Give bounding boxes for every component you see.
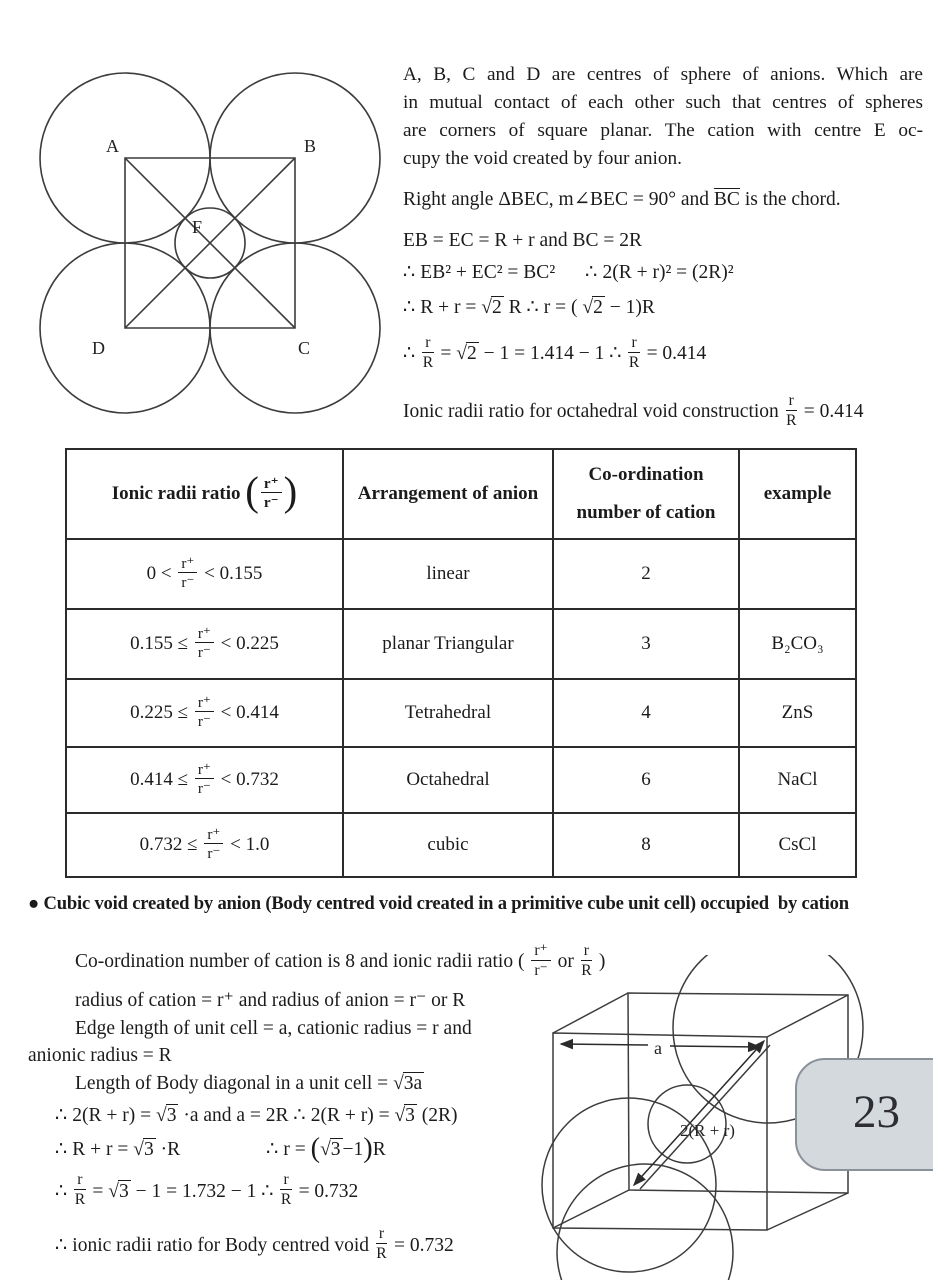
math-token: = 0.414: [798, 401, 864, 423]
math-token: = 0.414: [641, 343, 707, 365]
ionic-radii-ratio-table: [65, 448, 857, 878]
math-token: $\frac{r}{R}$: [74, 1171, 86, 1209]
header-coordination-line1: Co-ordination: [588, 464, 704, 485]
math-token: $\frac{r}{R}$: [628, 334, 640, 371]
math-token: √2: [456, 343, 477, 365]
math-token: or: [552, 951, 579, 973]
math-token: radius of cation = r⁺ and radius of anion = r⁻ or R: [75, 990, 466, 1011]
math-token: =: [87, 1180, 109, 1202]
intro-line: A, B, C and D are centres of sphere of anions. Which are: [403, 64, 923, 85]
label-diagonal: 2(R + r): [680, 1121, 735, 1140]
coordination-cell: 8: [553, 813, 739, 877]
math-token: (: [245, 468, 259, 514]
math-token: Ionic radii ratio for octahedral void construction: [403, 401, 784, 423]
math-token: ): [283, 468, 298, 514]
cube-edge: [767, 995, 848, 1037]
label-a: A: [106, 136, 119, 156]
math-token: √2: [481, 297, 502, 319]
header-ionic-radii-ratio: [66, 449, 343, 539]
math-token: √3: [156, 1104, 177, 1126]
math-token: − 1 = 1.414 − 1 ∴: [478, 343, 627, 365]
label-b: B: [304, 136, 317, 156]
math-token: ·a and a = 2R ∴ 2(R + r) =: [178, 1104, 395, 1126]
math-token: ∴: [403, 343, 421, 365]
coordination-cell: 3: [553, 609, 739, 679]
math-line-right-angle: [403, 187, 923, 213]
math-token: ∴: [55, 1180, 73, 1202]
label-c: C: [298, 338, 311, 358]
body-diagonal-line: [640, 1045, 770, 1189]
math-token: Edge length of unit cell = a, cationic radius = r and: [75, 1017, 472, 1039]
intro-line: in mutual contact of each other such that centres of spheres: [403, 92, 923, 113]
label-f: F: [192, 217, 203, 237]
header-coordination-line2: number of cation: [576, 502, 716, 523]
label-d: D: [92, 338, 105, 358]
math-token: −1: [342, 1138, 364, 1160]
math-token: $\frac{r^+}{r^-}$: [531, 942, 550, 980]
square-void-diagram: [26, 70, 388, 415]
table-row: [66, 679, 856, 747]
cubic-void-heading: ● Cubic void created by anion (Body centred void created in a primitive cube unit cell) occupied by cation: [28, 893, 849, 914]
arrangement-cell: linear: [343, 539, 553, 609]
ratio-cell: [66, 747, 343, 813]
cube-edge: [553, 1190, 629, 1228]
page-number-badge: [795, 1058, 933, 1171]
math-token: ∴ R + r =: [55, 1138, 134, 1160]
math-token: 0.225 ≤: [130, 702, 193, 723]
page-number: 23: [853, 1086, 900, 1138]
math-token: R: [372, 1138, 386, 1160]
math-token: < 0.155: [199, 563, 263, 584]
body-diagonal-arrow: [634, 1041, 764, 1185]
math-token: 0.414 ≤: [130, 769, 193, 790]
math-token: $\frac{r^+}{r^-}$: [178, 555, 197, 592]
math-token: $\frac{r}{R}$: [786, 392, 797, 429]
math-token: = 0.732: [293, 1180, 359, 1202]
example-cell: ZnS: [739, 679, 856, 747]
math-token: $\frac{r^+}{r^-}$: [195, 761, 214, 798]
math-token: = 0.732: [389, 1234, 454, 1256]
math-token: Ionic radii ratio: [111, 483, 246, 504]
math-token: < 0.414: [215, 702, 279, 723]
intro-and-derivation: [403, 61, 923, 435]
header-arrangement: Arrangement of anion: [343, 449, 553, 539]
math-token: √3: [394, 1104, 415, 1126]
math-line-ratio-octahedral: [403, 331, 923, 377]
math-token: ∴ r =: [266, 1138, 311, 1160]
math-line-pythagoras: [403, 260, 923, 286]
table-header-row: [66, 449, 856, 539]
math-token: ∴ 2(R + r)² = (2R)²: [585, 262, 734, 284]
ratio-cell: [66, 609, 343, 679]
coordination-cell: 2: [553, 539, 739, 609]
math-token: $\frac{r}{R}$: [422, 334, 434, 371]
arrangement-cell: cubic: [343, 813, 553, 877]
math-token: − 1)R: [604, 297, 655, 319]
example-cell: NaCl: [739, 747, 856, 813]
math-token: $\frac{r^+}{r^-}$: [195, 625, 214, 662]
math-token: Length of Body diagonal in a unit cell =: [75, 1073, 394, 1095]
math-token: $\frac{r}{R}$: [280, 1171, 292, 1209]
math-token: 0 <: [146, 563, 177, 584]
intro-paragraph: [403, 61, 923, 173]
math-token: $\frac{r^+}{r^-}$: [261, 475, 282, 512]
header-coordination: [553, 449, 739, 539]
table-row: [66, 609, 856, 679]
math-token: EB = EC = R + r and BC = 2R: [403, 229, 642, 251]
math-token: < 0.225: [215, 633, 279, 654]
header-example: example: [739, 449, 856, 539]
math-token: R ∴ r = (: [503, 297, 583, 319]
math-line-eb-ec: [403, 228, 923, 254]
intro-line: cupy the void created by four anion.: [403, 148, 682, 169]
edge-arrow-left: [561, 1044, 648, 1045]
math-token: $\frac{r}{R}$: [581, 942, 592, 979]
math-token: ∴ ionic radii ratio for Body centred void: [55, 1234, 374, 1256]
example-cell: [739, 539, 856, 609]
math-token: $\frac{r^+}{r^-}$: [195, 694, 214, 731]
math-line-r-plus-r: [403, 295, 923, 321]
math-token: ∴ 2(R + r) =: [55, 1104, 157, 1126]
math-token: (: [310, 1132, 321, 1164]
math-token: $\frac{r^+}{r^-}$: [204, 826, 223, 863]
ratio-cell: [66, 679, 343, 747]
math-token: 0.732 ≤: [139, 834, 203, 855]
label-edge-a: a: [654, 1038, 662, 1058]
cube-edge: [553, 993, 628, 1033]
arrangement-cell: Octahedral: [343, 747, 553, 813]
math-token: ∴ R + r =: [403, 297, 482, 319]
math-token: anionic radius = R: [28, 1045, 172, 1067]
math-token: ): [594, 951, 606, 973]
math-token: ·R: [155, 1138, 181, 1160]
math-token: √3: [320, 1138, 341, 1160]
math-token: ): [363, 1132, 373, 1164]
math-token: √3a: [393, 1073, 423, 1095]
example-cell: CsCl: [739, 813, 856, 877]
math-token: √3: [108, 1180, 129, 1202]
ratio-cell: [66, 813, 343, 877]
math-token: =: [435, 343, 457, 365]
arrangement-cell: planar Triangular: [343, 609, 553, 679]
table-row: [66, 539, 856, 609]
table-row: [66, 813, 856, 877]
math-token: 0.155 ≤: [130, 633, 193, 654]
coordination-cell: 4: [553, 679, 739, 747]
cube-edge: [767, 1193, 848, 1230]
ratio-cell: [66, 539, 343, 609]
math-token: ∴ EB² + EC² = BC²: [403, 262, 556, 284]
math-token: < 0.732: [215, 769, 279, 790]
math-line-octahedral-conclusion: [403, 389, 923, 435]
math-token: − 1 = 1.732 − 1 ∴: [130, 1180, 279, 1202]
example-cell: B₂CO₃: [739, 609, 856, 679]
arrangement-cell: Tetrahedral: [343, 679, 553, 747]
math-token: $\frac{r}{R}$: [376, 1225, 387, 1263]
math-token: √3: [133, 1138, 154, 1160]
anion-sphere-bottom: [557, 1164, 733, 1280]
math-token: √2: [582, 297, 603, 319]
coordination-cell: 6: [553, 747, 739, 813]
edge-arrow-right: [670, 1046, 760, 1047]
intro-line: are corners of square planar. The cation with centre E oc-: [403, 120, 923, 141]
math-token: (2R): [416, 1104, 458, 1126]
math-token: Right angle ΔBEC, m∠BEC = 90° and: [403, 189, 714, 210]
math-token: $\overline{BC}$: [713, 189, 740, 210]
table-row: [66, 747, 856, 813]
math-token: is the chord.: [739, 189, 841, 210]
math-token: Co-ordination number of cation is 8 and ionic radii ratio (: [75, 951, 530, 973]
math-token: < 1.0: [225, 834, 270, 855]
